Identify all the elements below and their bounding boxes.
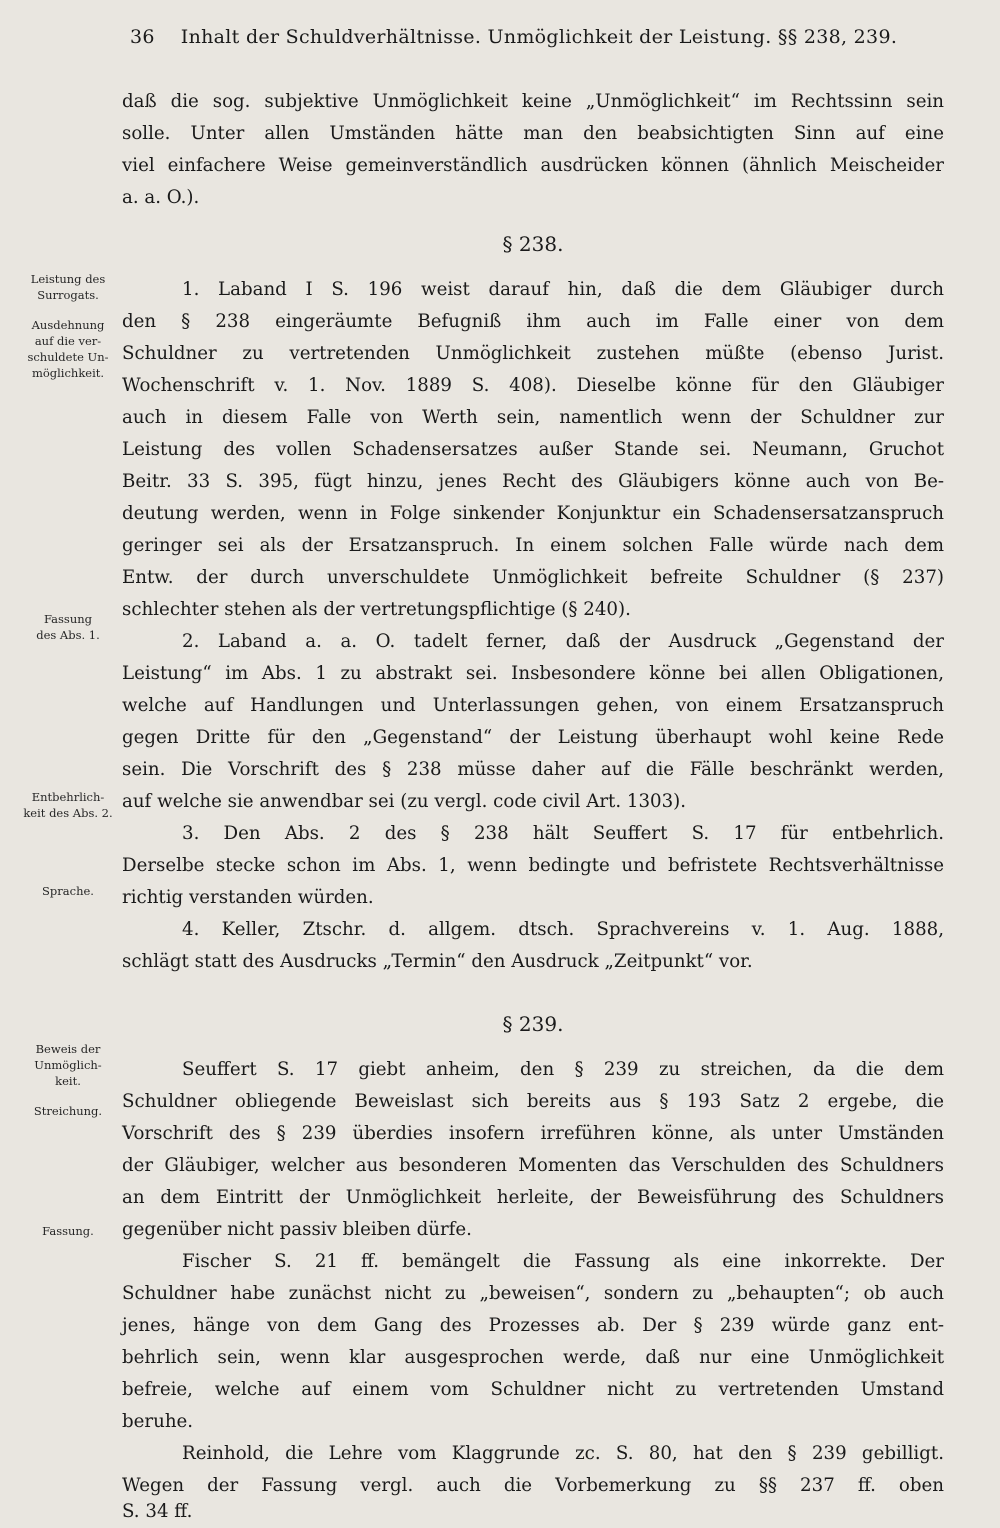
- margin-note: Leistung des: [30, 272, 106, 286]
- text-line: Wochenschrift v. 1. Nov. 1889 S. 408). Dieselbe könne für den Gläubiger: [122, 375, 944, 396]
- margin-note: Ausdehnung: [31, 318, 105, 332]
- margin-note: Entbehrlich-: [31, 790, 105, 804]
- text-line: Leistung des vollen Schadensersatzes außer Stande sei. Neumann, Gruchot: [122, 439, 944, 460]
- text-line: daß die sog. subjektive Unmöglichkeit keine „Unmöglichkeit“ im Rechtssinn sein: [122, 91, 944, 112]
- margin-note: Beweis der: [35, 1042, 101, 1056]
- text-line: 4. Keller, Ztschr. d. allgem. dtsch. Sprachvereins v. 1. Aug. 1888,: [182, 919, 944, 940]
- margin-note: schuldete Un-: [27, 350, 109, 364]
- text-line: auch in diesem Falle von Werth sein, namentlich wenn der Schuldner zur: [122, 407, 944, 428]
- margin-note: Fassung: [43, 612, 93, 626]
- text-line: Derselbe stecke schon im Abs. 1, wenn bedingte und befristete Rechtsverhältnisse: [122, 855, 944, 876]
- text-line: Entw. der durch unverschuldete Unmöglichkeit befreite Schuldner (§ 237): [122, 567, 944, 588]
- text-line: richtig verstanden würden.: [122, 887, 374, 908]
- text-line: schlägt statt des Ausdrucks „Termin“ den Ausdruck „Zeitpunkt“ vor.: [122, 951, 753, 972]
- text-line: Beitr. 33 S. 395, fügt hinzu, jenes Recht des Gläubigers könne auch von Be-: [122, 471, 944, 492]
- text-line: geringer sei als der Ersatzanspruch. In einem solchen Falle würde nach dem: [122, 535, 944, 556]
- text-line: Wegen der Fassung vergl. auch die Vorbemerkung zu §§ 237 ff. oben: [122, 1475, 944, 1496]
- text-line: jenes, hänge von dem Gang des Prozesses ab. Der § 239 würde ganz ent-: [122, 1315, 944, 1336]
- running-header: [130, 26, 897, 48]
- text-line: deutung werden, wenn in Folge sinkender Konjunktur ein Schadensersatzanspruch: [122, 503, 944, 524]
- margin-note: Unmöglich-: [34, 1058, 102, 1072]
- margin-note: keit des Abs. 2.: [23, 806, 113, 820]
- text-line: Schuldner zu vertretenden Unmöglichkeit zustehen müßte (ebenso Jurist.: [122, 343, 944, 364]
- text-line: gegen Dritte für den „Gegenstand“ der Leistung überhaupt wohl keine Rede: [122, 727, 944, 748]
- text-line: behrlich sein, wenn klar ausgesprochen werde, daß nur eine Unmöglichkeit: [122, 1347, 944, 1368]
- margin-note: keit.: [55, 1074, 81, 1088]
- text-line: Reinhold, die Lehre vom Klaggrunde zc. S. 80, hat den § 239 gebilligt.: [182, 1443, 944, 1464]
- text-line: Schuldner habe zunächst nicht zu „beweisen“, sondern zu „behaupten“; ob auch: [122, 1283, 944, 1304]
- text-line: an dem Eintritt der Unmöglichkeit herleite, der Beweisführung des Schuldners: [122, 1187, 944, 1208]
- page-number: 36: [130, 26, 155, 48]
- running-title: Inhalt der Schuldverhältnisse. Unmöglichkeit der Leistung. §§ 238, 239.: [180, 26, 898, 48]
- margin-note: des Abs. 1.: [36, 628, 100, 642]
- margin-note: Fassung.: [42, 1224, 94, 1238]
- text-line: beruhe.: [122, 1411, 194, 1432]
- text-line: auf welche sie anwendbar sei (zu vergl. code civil Art. 1303).: [122, 791, 687, 812]
- margin-note: möglichkeit.: [31, 366, 105, 380]
- text-line: solle. Unter allen Umständen hätte man den beabsichtigten Sinn auf eine: [122, 123, 944, 144]
- text-line: 2. Laband a. a. O. tadelt ferner, daß der Ausdruck „Gegenstand der: [182, 631, 944, 652]
- text-line: gegenüber nicht passiv bleiben dürfe.: [122, 1219, 472, 1240]
- text-line: schlechter stehen als der vertretungspflichtige (§ 240).: [122, 599, 631, 620]
- text-line: der Gläubiger, welcher aus besonderen Momenten das Verschulden des Schuldners: [122, 1155, 944, 1176]
- margin-note: auf die ver-: [34, 334, 102, 348]
- text-line: 1. Laband I S. 196 weist darauf hin, daß die dem Gläubiger durch: [182, 279, 944, 300]
- section-heading: § 239.: [502, 1012, 564, 1036]
- margin-note: Streichung.: [33, 1104, 103, 1118]
- text-line: Seuffert S. 17 giebt anheim, den § 239 zu streichen, da die dem: [182, 1059, 944, 1080]
- text-line: viel einfachere Weise gemeinverständlich ausdrücken können (ähnlich Meischeider: [122, 155, 944, 176]
- text-line: a. a. O.).: [122, 187, 200, 208]
- text-line: welche auf Handlungen und Unterlassungen gehen, von einem Ersatzanspruch: [122, 695, 944, 716]
- section-heading: § 238.: [502, 232, 564, 256]
- text-line: 3. Den Abs. 2 des § 238 hält Seuffert S. 17 für entbehrlich.: [182, 823, 944, 844]
- text-line: den § 238 eingeräumte Befugniß ihm auch im Falle einer von dem: [122, 311, 944, 332]
- text-line: Vorschrift des § 239 überdies insofern irreführen könne, als unter Umständen: [122, 1123, 944, 1144]
- text-line: Schuldner obliegende Beweislast sich bereits aus § 193 Satz 2 ergebe, die: [122, 1091, 944, 1112]
- text-line: sein. Die Vorschrift des § 238 müsse daher auf die Fälle beschränkt werden,: [122, 759, 944, 780]
- margin-note: Sprache.: [42, 884, 94, 898]
- margin-note: Surrogats.: [37, 288, 99, 302]
- text-line: Leistung“ im Abs. 1 zu abstrakt sei. Insbesondere könne bei allen Obligationen,: [122, 663, 944, 684]
- text-line: Fischer S. 21 ff. bemängelt die Fassung als eine inkorrekte. Der: [182, 1251, 944, 1272]
- text-line: befreie, welche auf einem vom Schuldner nicht zu vertretenden Umstand: [122, 1379, 944, 1400]
- text-line: S. 34 ff.: [122, 1501, 193, 1522]
